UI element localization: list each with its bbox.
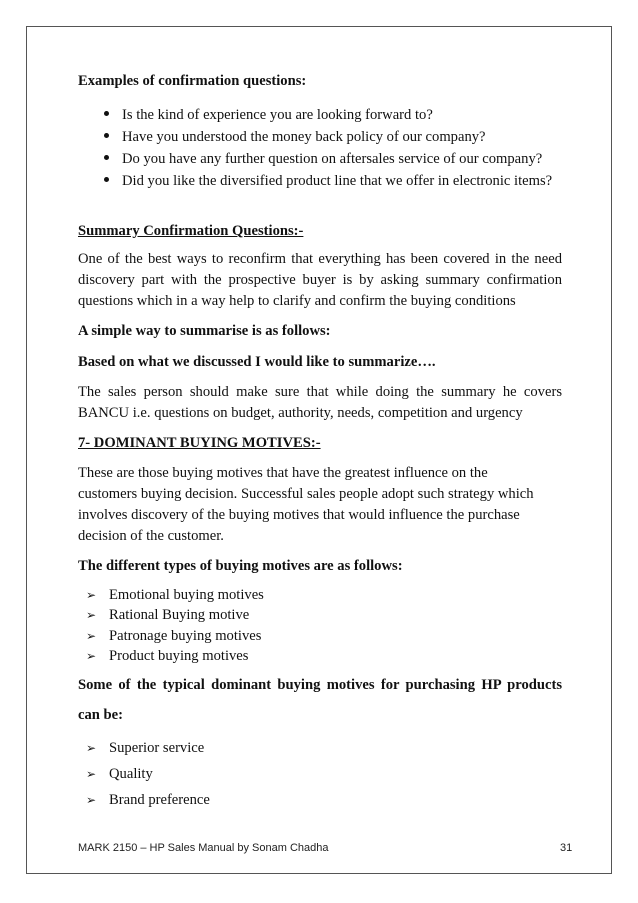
arrow-bullet-icon: ➢ (86, 608, 97, 622)
paragraph-line: BANCU i.e. questions on budget, authority, needs, competition and urgency (78, 405, 523, 421)
subheading-typical: Some of the typical dominant buying motives for purchasing HP products (78, 677, 562, 693)
bullet-icon (104, 133, 109, 138)
paragraph-line: The sales person should make sure that while doing the summary he covers (78, 384, 562, 400)
section-heading-summary: Summary Confirmation Questions:- (78, 223, 304, 239)
list-item: Have you understood the money back policy of our company? (104, 128, 486, 146)
list-item: ➢ Product buying motives (86, 648, 249, 664)
subheading-types: The different types of buying motives are as follows: (78, 558, 403, 574)
subheading-typical-end: can be: (78, 707, 123, 723)
list-item: Do you have any further question on aftersales service of our company? (104, 150, 542, 168)
arrow-bullet-icon: ➢ (86, 629, 97, 643)
subheading-simple-way: A simple way to summarise is as follows: (78, 323, 331, 339)
arrow-bullet-icon: ➢ (86, 588, 97, 602)
list-item: Did you like the diversified product line that we offer in electronic items? (104, 172, 552, 190)
paragraph-line: These are those buying motives that have the greatest influence on the (78, 465, 488, 481)
arrow-bullet-icon: ➢ (86, 741, 97, 755)
list-item: ➢ Brand preference (86, 792, 210, 808)
list-item: ➢ Quality (86, 766, 153, 782)
paragraph-line: involves discovery of the buying motives that would influence the purchase (78, 507, 520, 523)
page-number: 31 (560, 842, 573, 854)
arrow-bullet-icon: ➢ (86, 649, 97, 663)
paragraph-line: questions which in a way help to clarify and confirm the buying conditions (78, 293, 516, 309)
arrow-bullet-icon: ➢ (86, 767, 97, 781)
footer-text: MARK 2150 – HP Sales Manual by Sonam Chadha (78, 842, 329, 854)
subheading-based-on: Based on what we discussed I would like to summarize…. (78, 354, 436, 370)
list-item: ➢ Superior service (86, 740, 205, 756)
list-item: ➢ Rational Buying motive (86, 607, 250, 623)
paragraph-line: One of the best ways to reconfirm that everything has been covered in the need (78, 251, 562, 267)
section-heading-confirmation: Examples of confirmation questions: (78, 73, 307, 89)
list-item: ➢ Patronage buying motives (86, 628, 262, 644)
list-item: ➢ Emotional buying motives (86, 587, 264, 603)
section-heading-dominant: 7- DOMINANT BUYING MOTIVES:- (78, 435, 321, 451)
paragraph-line: customers buying decision. Successful sales people adopt such strategy which (78, 486, 534, 502)
paragraph-line: discovery part with the prospective buyer is by asking summary confirmation (78, 272, 562, 288)
bullet-icon (104, 177, 109, 182)
bullet-icon (104, 111, 109, 116)
list-item: Is the kind of experience you are looking forward to? (104, 106, 433, 124)
paragraph-line: decision of the customer. (78, 528, 224, 544)
arrow-bullet-icon: ➢ (86, 793, 97, 807)
bullet-icon (104, 155, 109, 160)
